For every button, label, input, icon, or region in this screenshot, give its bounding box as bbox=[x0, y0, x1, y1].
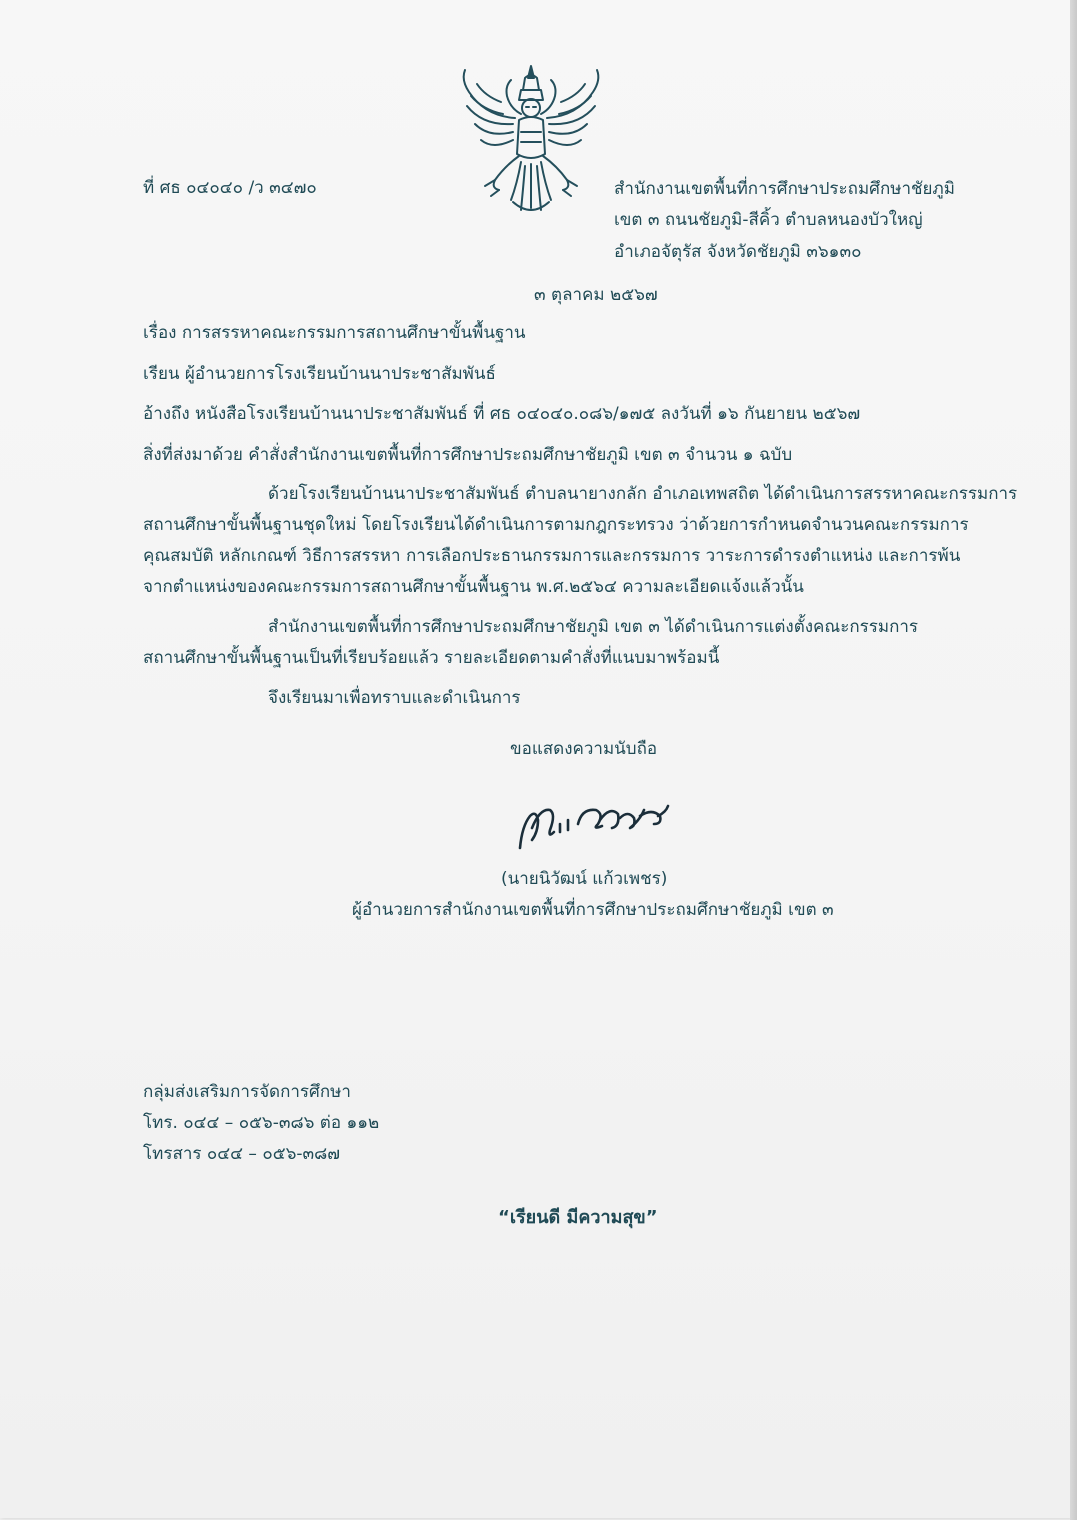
footer-fax: โทรสาร ๐๔๔ – ๐๕๖-๓๘๗ bbox=[143, 1144, 341, 1164]
letter-subject: เรื่อง การสรรหาคณะกรรมการสถานศึกษาขั้นพื้นฐาน bbox=[143, 323, 526, 343]
issuer-address-line-2: เขต ๓ ถนนชัยภูมิ-สีคิ้ว ตำบลหนองบัวใหญ่ bbox=[614, 210, 923, 230]
footer-phone: โทร. ๐๔๔ – ๐๕๖-๓๘๖ ต่อ ๑๑๒ bbox=[143, 1113, 380, 1133]
closing-phrase: ขอแสดงความนับถือ bbox=[510, 739, 658, 759]
letter-recipient: เรียน ผู้อำนวยการโรงเรียนบ้านนาประชาสัมพันธ์ bbox=[143, 364, 496, 384]
body-paragraph-1-line-4: จากตำแหน่งของคณะกรรมการสถานศึกษาขั้นพื้นฐาน พ.ศ.๒๕๖๔ ความละเอียดแจ้งแล้วนั้น bbox=[143, 577, 804, 597]
letter-reference: อ้างถึง หนังสือโรงเรียนบ้านนาประชาสัมพันธ์ ที่ ศธ ๐๔๐๔๐.๐๘๖/๑๗๕ ลงวันที่ ๑๖ กันยายน ๒๕๖๗ bbox=[143, 404, 861, 424]
handwritten-signature-icon bbox=[508, 790, 678, 860]
slogan: “เรียนดี มีความสุข” bbox=[498, 1207, 658, 1228]
signer-title: ผู้อำนวยการสำนักงานเขตพื้นที่การศึกษาประถมศึกษาชัยภูมิ เขต ๓ bbox=[352, 900, 834, 920]
issuer-address-line-1: สำนักงานเขตพื้นที่การศึกษาประถมศึกษาชัยภูมิ bbox=[614, 179, 955, 199]
body-paragraph-2-line-1: สำนักงานเขตพื้นที่การศึกษาประถมศึกษาชัยภูมิ เขต ๓ ได้ดำเนินการแต่งตั้งคณะกรรมการ bbox=[268, 617, 919, 637]
issuer-address-line-3: อำเภอจัตุรัส จังหวัดชัยภูมิ ๓๖๑๓๐ bbox=[614, 242, 862, 262]
signer-name: (นายนิวัฒน์ แก้วเพชร) bbox=[501, 869, 668, 889]
page-edge bbox=[1070, 0, 1077, 1520]
body-paragraph-1-line-3: คุณสมบัติ หลักเกณฑ์ วิธีการสรรหา การเลือกประธานกรรมการและกรรมการ วาระการดำรงตำแหน่ง และการพ้น bbox=[143, 546, 961, 566]
footer-department: กลุ่มส่งเสริมการจัดการศึกษา bbox=[143, 1082, 351, 1102]
letter-date: ๓ ตุลาคม ๒๕๖๗ bbox=[534, 285, 658, 305]
body-paragraph-3: จึงเรียนมาเพื่อทราบและดำเนินการ bbox=[268, 688, 521, 708]
body-paragraph-2-line-2: สถานศึกษาขั้นพื้นฐานเป็นที่เรียบร้อยแล้ว รายละเอียดตามคำสั่งที่แนบมาพร้อมนี้ bbox=[143, 648, 720, 668]
garuda-emblem-icon bbox=[455, 62, 607, 220]
reference-number: ที่ ศธ ๐๔๐๔๐ /ว ๓๔๗๐ bbox=[143, 178, 317, 198]
body-paragraph-1-line-1: ด้วยโรงเรียนบ้านนาประชาสัมพันธ์ ตำบลนายางกลัก อำเภอเทพสถิต ได้ดำเนินการสรรหาคณะกรรมการ bbox=[268, 484, 1018, 504]
letter-enclosure: สิ่งที่ส่งมาด้วย คำสั่งสำนักงานเขตพื้นที่การศึกษาประถมศึกษาชัยภูมิ เขต ๓ จำนวน ๑ ฉบับ bbox=[143, 445, 793, 465]
body-paragraph-1-line-2: สถานศึกษาขั้นพื้นฐานชุดใหม่ โดยโรงเรียนได้ดำเนินการตามกฎกระทรวง ว่าด้วยการกำหนดจำนวนคณะกรรมการ bbox=[143, 515, 969, 535]
